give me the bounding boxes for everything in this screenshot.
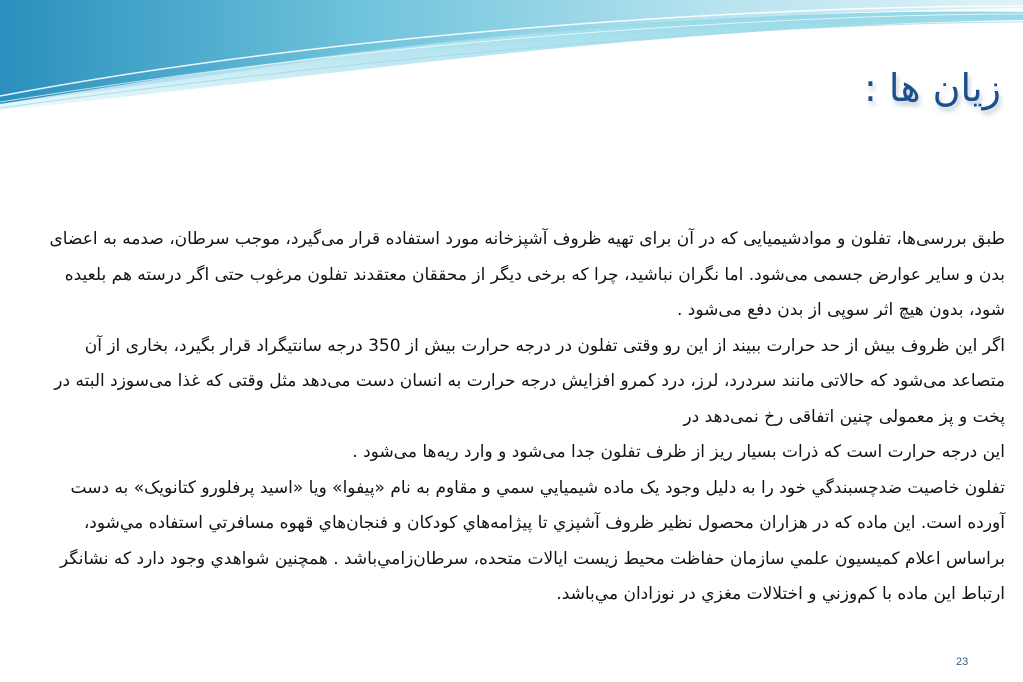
body-paragraph: طبق بررسی‌ها، تفلون و موادشیمیایی که در آن برای تهیه ظروف آشپزخانه مورد استفاده قرار می‌گیرد، موجب سرطان، صدمه به اعضای بدن و سایر عوارض جسمی می‌شود. اما نگران نباشید، چرا که برخی دیگر از محققان معتقدند تفلون مرغوب حتی اگر درسته هم بلعیده شود، بدون هیچ اثر سوپی از بدن دفع می‌شود .	[49, 229, 1005, 320]
body-paragraph: این درجه حرارت است که ذرات بسیار ریز از ظرف تفلون جدا می‌شود و وارد ریه‌ها می‌شود .	[352, 442, 1005, 462]
slide-number: 23	[956, 656, 969, 668]
slide-title: زیان ها :	[864, 66, 1001, 110]
slide-body	[40, 222, 1005, 613]
body-paragraph: تفلون خاصیت ضدچسبندگي خود را به دلیل وجود یک ماده شیمیایي سمي و مقاوم به نام «پیفوا» ویا «اسید پرفلورو کتانویک» به دست آورده است. این ماده که در هزاران محصول نظیر ظروف آشپزي تا پیژامه‌هاي کودکان و فنجان‌هاي قهوه مسافرتي استفاده مي‌شود، براساس اعلام کمیسیون علمي سازمان حفاظت محیط زیست ایالات متحده، سرطان‌زامي‌باشد . همچنین شواهدي وجود دارد که نشانگر ارتباط این ماده با کم‌وزني و اختلالات مغزي در نوزادان مي‌باشد.	[59, 477, 1005, 604]
body-paragraph: اگر این ظروف بیش از حد حرارت ببیند از این رو وقتی تفلون در درجه حرارت بیش از 350 درجه سانتیگراد قرار بگیرد، بخاری از آن متصاعد می‌شود که حالاتی مانند سردرد، لرز، درد کمرو افزایش درجه حرارت به انسان دست می‌دهد مثل وقتی که غذا می‌سوزد البته در پخت و پز معمولی چنین اتفاقی رخ نمی‌دهد در	[54, 335, 1005, 427]
